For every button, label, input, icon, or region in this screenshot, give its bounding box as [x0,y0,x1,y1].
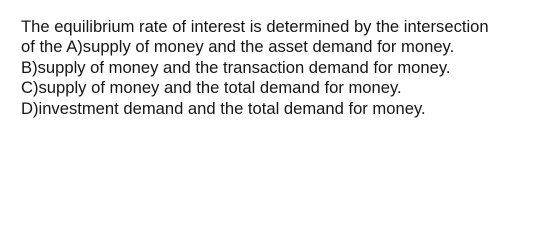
question-text [21,17,551,119]
question-stem-line-1: The equilibrium rate of interest is determined by the intersection [21,17,489,36]
option-b: B)supply of money and the transaction demand for money. [21,57,451,77]
question-stem-line-2-option-a: of the A)supply of money and the asset demand for money. [21,37,455,57]
option-c: C)supply of money and the total demand for money. [21,78,402,98]
option-d: D)investment demand and the total demand for money. [21,98,426,118]
